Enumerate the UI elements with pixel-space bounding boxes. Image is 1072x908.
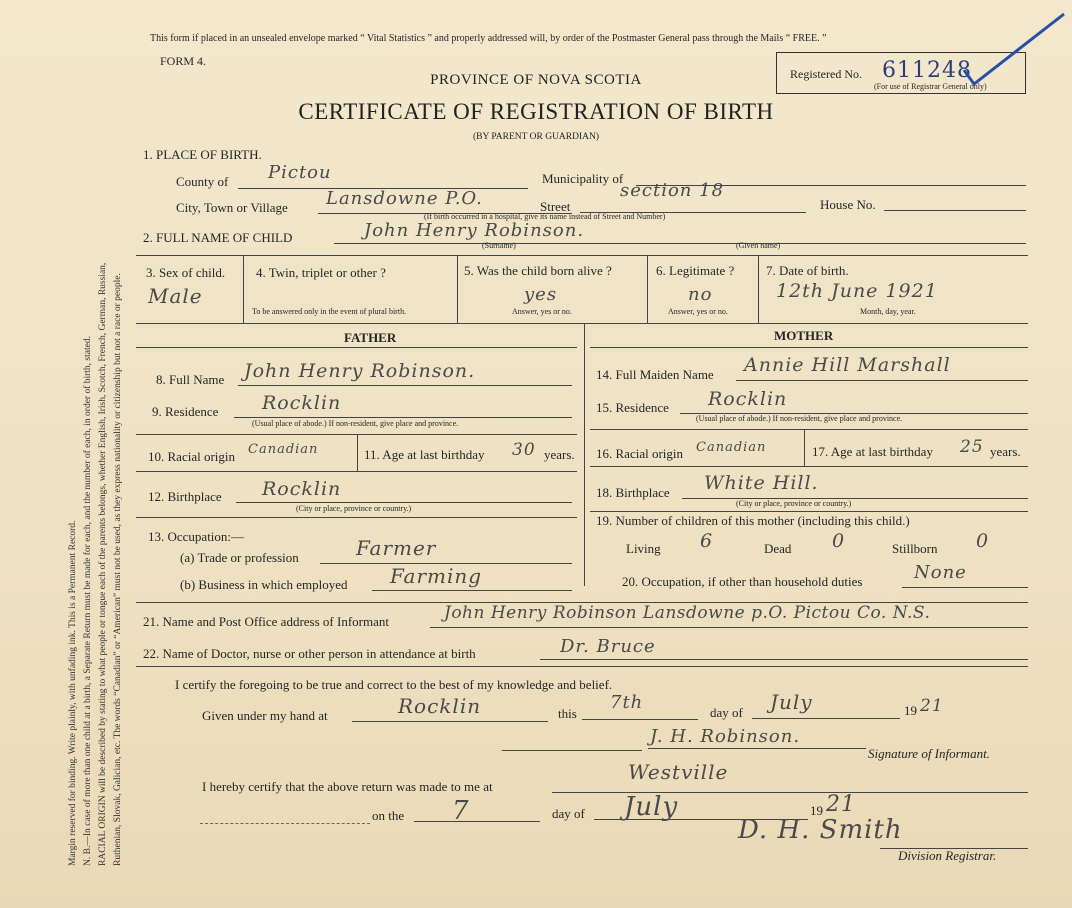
given-place-value: Rocklin [398, 694, 482, 718]
dead-value: 0 [832, 530, 846, 552]
stillborn-value: 0 [976, 530, 990, 552]
city-label: City, Town or Village [176, 200, 288, 215]
registrar-statement: I hereby certify that the above return was made to me at [202, 779, 493, 794]
business-label: (b) Business in which employed [180, 577, 348, 592]
given-day-value: 7th [610, 692, 644, 713]
divider [902, 587, 1028, 588]
informant-value: John Henry Robinson Lansdowne p.O. Pictou Co. N.S. [444, 603, 931, 623]
trade-label: (a) Trade or profession [180, 550, 299, 565]
father-residence-value: Rocklin [262, 392, 342, 414]
father-name-value: John Henry Robinson. [244, 360, 476, 382]
birth-date-label: 7. Date of birth. [766, 263, 849, 278]
twin-note: To be answered only in the event of plural birth. [252, 307, 407, 316]
divider [352, 721, 548, 722]
divider [540, 659, 1028, 660]
given-name-note: (Given name) [736, 241, 781, 250]
registrar-day-of: day of [552, 806, 585, 821]
father-race-label: 10. Racial origin [148, 449, 236, 464]
father-residence-label: 9. Residence [152, 404, 219, 419]
alive-label: 5. Was the child born alive ? [464, 263, 612, 278]
check-mark-icon [960, 8, 1070, 88]
birth-date-value: 12th June 1921 [776, 280, 938, 302]
divider [372, 590, 572, 591]
county-value: Pictou [268, 162, 332, 183]
margin-line-1: Margin reserved for binding. Write plainly, with unfading ink. This is a Permanent Record. [68, 520, 78, 866]
mother-race-label: 16. Racial origin [596, 446, 684, 461]
postal-notice: This form if placed in an unsealed envelope marked “ Vital Statistics ” and properly addressed will, by order of the Postmaster General pass through the Mails “ FREE. ” [150, 33, 827, 44]
registrar-month-value: July [624, 792, 679, 822]
legitimate-value: no [688, 284, 713, 305]
informant-signature: J. H. Robinson. [650, 726, 801, 747]
child-name-label: 2. FULL NAME OF CHILD [143, 230, 293, 245]
divider [200, 823, 370, 825]
municipality-label: Municipality of [542, 171, 624, 186]
mother-birthplace-note: (City or place, province or country.) [736, 499, 852, 508]
divider [590, 347, 1028, 348]
father-age-label: 11. Age at last birthday [364, 447, 485, 462]
informant-label: 21. Name and Post Office address of Informant [143, 614, 389, 629]
divider [136, 666, 1028, 667]
divider [590, 466, 1028, 467]
divider [736, 380, 1028, 381]
divider [243, 256, 244, 323]
trade-value: Farmer [356, 536, 437, 560]
divider [648, 748, 866, 749]
registrar-day-value: 7 [452, 796, 470, 826]
hospital-note: (If birth occurred in a hospital, give its name instead of Street and Number) [424, 212, 666, 221]
city-value: Lansdowne P.O. [326, 188, 483, 209]
divider [430, 627, 1028, 628]
sex-label: 3. Sex of child. [146, 265, 226, 280]
alive-value: yes [524, 284, 558, 305]
margin-line-4: Ruthenian, Slovak, Galician, etc. The words “Canadian” or “American” must not be used, as they express nationality or citizenship but not a race or people. [113, 273, 123, 866]
surname-note: (Surname) [482, 241, 516, 250]
divider [457, 256, 458, 323]
mother-age-label: 17. Age at last birthday [812, 444, 933, 459]
father-age-value: 30 [512, 440, 536, 460]
place-of-birth-heading: 1. PLACE OF BIRTH. [143, 147, 262, 162]
registered-label: Registered No. [790, 67, 862, 81]
registrar-year-value: 21 [826, 792, 856, 817]
mother-name-value: Annie Hill Marshall [744, 354, 951, 376]
certificate-subtitle: (BY PARENT OR GUARDIAN) [472, 132, 600, 142]
alive-note: Answer, yes or no. [512, 307, 572, 316]
stillborn-label: Stillborn [892, 541, 938, 556]
row-bottom-rule [136, 323, 1028, 324]
registrar-signature: D. H. Smith [738, 815, 903, 845]
informant-signature-caption: Signature of Informant. [868, 746, 990, 761]
mother-occupation-label: 20. Occupation, if other than household duties [622, 574, 863, 589]
father-race-value: Canadian [248, 442, 319, 457]
divider [238, 385, 572, 386]
mother-years: years. [990, 444, 1021, 459]
day-of-label: day of [710, 705, 743, 720]
children-count-label: 19. Number of children of this mother (including this child.) [596, 513, 910, 528]
registered-number: 611248 [882, 58, 972, 83]
province-heading: PROVINCE OF NOVA SCOTIA [430, 72, 642, 88]
divider [136, 471, 577, 472]
birth-date-note: Month, day, year. [860, 307, 916, 316]
living-label: Living [626, 541, 661, 556]
mother-name-label: 14. Full Maiden Name [596, 367, 714, 382]
father-birthplace-label: 12. Birthplace [148, 489, 222, 504]
father-heading: FATHER [344, 330, 397, 345]
father-birthplace-value: Rocklin [262, 478, 342, 500]
divider [590, 429, 1028, 430]
mother-race-value: Canadian [696, 440, 767, 455]
margin-line-3: RACIAL ORIGIN will be described by stating to what people or tongue each of the parents belongs, whether English, Irish, Scotch, French, German, Russian, [98, 262, 108, 866]
given-label: Given under my hand at [202, 708, 328, 723]
living-value: 6 [700, 530, 714, 552]
doctor-value: Dr. Bruce [560, 636, 656, 657]
divider [136, 517, 577, 518]
given-year-prefix: 19 [904, 703, 917, 718]
divider [234, 417, 572, 418]
street-label: Street [540, 199, 571, 214]
divider [758, 256, 759, 323]
registrar-note: (For use of Registrar General only) [874, 82, 987, 91]
certify-statement: I certify the foregoing to be true and correct to the best of my knowledge and belief. [175, 677, 613, 692]
child-name-line [334, 243, 1026, 244]
street-value: section 18 [620, 180, 725, 201]
dead-label: Dead [764, 541, 792, 556]
mother-age-value: 25 [960, 437, 984, 457]
mother-residence-label: 15. Residence [596, 400, 669, 415]
registrar-year-prefix: 19 [810, 803, 823, 818]
father-birthplace-note: (City or place, province or country.) [296, 504, 412, 513]
certificate-title: CERTIFICATE OF REGISTRATION OF BIRTH [298, 99, 774, 124]
divider [357, 435, 358, 471]
father-residence-note: (Usual place of abode.) If non-resident, give place and province. [252, 419, 459, 428]
father-years: years. [544, 447, 575, 462]
divider [582, 719, 698, 720]
divider [682, 498, 1028, 499]
mother-heading: MOTHER [774, 328, 834, 343]
divider [804, 430, 805, 466]
child-name-value: John Henry Robinson. [364, 220, 585, 241]
legitimate-label: 6. Legitimate ? [656, 263, 735, 278]
given-month-value: July [770, 690, 813, 714]
divider [502, 750, 642, 751]
mother-residence-value: Rocklin [708, 388, 788, 410]
sex-value: Male [148, 284, 203, 308]
mother-occupation-value: None [914, 562, 967, 583]
row-top-rule [136, 255, 1028, 256]
occupation-label: 13. Occupation:— [148, 529, 245, 544]
divider [752, 718, 900, 719]
doctor-label: 22. Name of Doctor, nurse or other person in attendance at birth [143, 646, 476, 661]
father-name-label: 8. Full Name [156, 372, 225, 387]
business-value: Farming [390, 564, 483, 588]
form-number: FORM 4. [160, 54, 207, 68]
house-label: House No. [820, 197, 876, 212]
registrar-place-value: Westville [628, 760, 729, 784]
this-label: this [558, 706, 577, 721]
divider [236, 502, 572, 503]
house-line [884, 210, 1026, 211]
given-year-value: 21 [920, 696, 944, 716]
divider [414, 821, 540, 822]
on-the-label: on the [372, 808, 405, 823]
divider [584, 324, 585, 586]
mother-residence-note: (Usual place of abode.) If non-resident, give place and province. [696, 414, 903, 423]
mother-birthplace-value: White Hill. [704, 472, 819, 494]
twin-label: 4. Twin, triplet or other ? [256, 265, 386, 280]
divider [590, 511, 1028, 512]
margin-line-2: N. B.—In case of more than one child at a birth, a Separate Return must be made for each, and the number of each, in order of birth, stated. [83, 336, 93, 866]
mother-birthplace-label: 18. Birthplace [596, 485, 670, 500]
divider [647, 256, 648, 323]
registrar-caption: Division Registrar. [898, 848, 997, 863]
legitimate-note: Answer, yes or no. [668, 307, 728, 316]
divider [136, 347, 577, 348]
county-label: County of [176, 174, 229, 189]
